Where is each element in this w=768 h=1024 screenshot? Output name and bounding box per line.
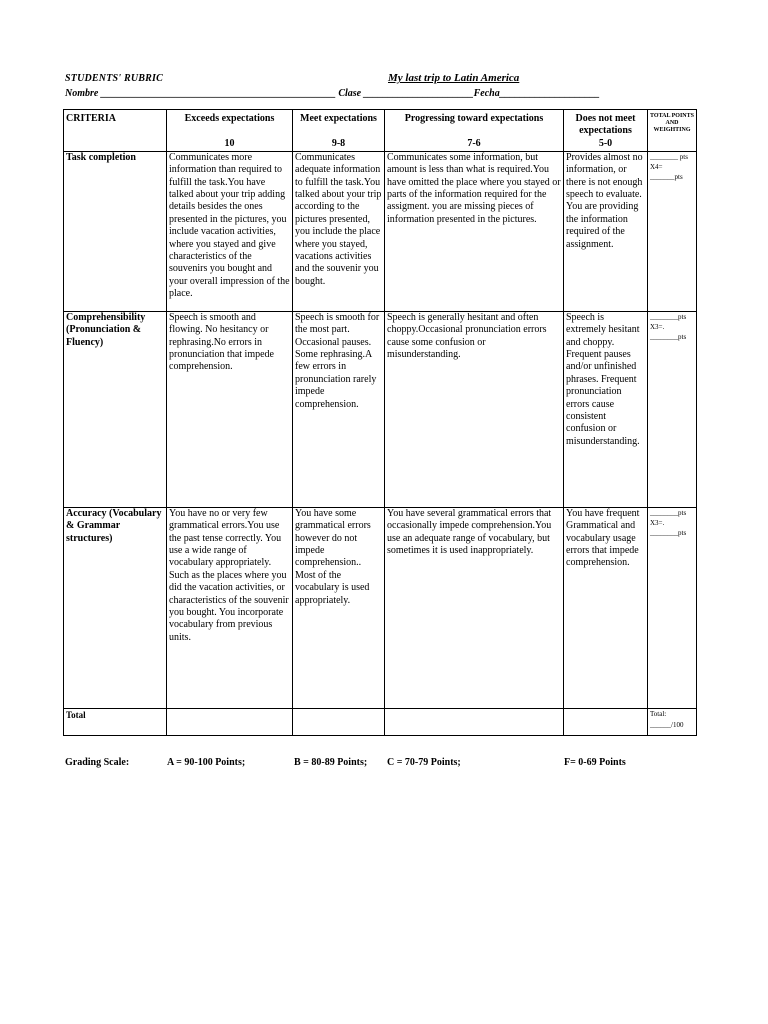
total-label: Total [64,708,167,735]
table-row [64,151,697,311]
grade-f-range: F= 0-69 Points [564,757,626,768]
exceeds-points: 10 [224,138,235,150]
points-blank: ________ pts [650,152,688,161]
meet-header: Meet expectations 9-8 [293,110,385,152]
total-row [64,708,697,735]
total-score-blank: ______/100 [650,720,684,729]
meet-points: 9-8 [331,138,346,150]
rubric-table [63,109,697,736]
grade-b-range: B = 80-89 Points; [294,757,368,768]
exceeds-header: Exceeds expectations 10 [167,110,293,152]
table-row [64,311,697,507]
notmeet-points: 5-0 [598,137,613,149]
total-notmeet-cell [564,708,648,735]
weighting-cell [648,507,697,708]
weighted-points-blank: _______pts [650,172,683,181]
progressing-header: Progressing toward expectations 7-6 [385,110,564,152]
notmeet-header: Does not meet expectations 5-0 [564,110,648,152]
weight-multiplier: X3=. [650,518,665,527]
header-row [64,110,697,152]
criteria-cell: Task completion [64,151,167,311]
meet-cell: Speech is smooth for the most part. Occasional pauses. Some rephrasing.A few errors in pronunciation rarely impede comprehension. [293,311,385,507]
criteria-cell: Accuracy (Vocabulary & Grammar structures) [64,507,167,708]
notmeet-cell: Provides almost no information, or there is not enough speech to evaluate. You are providing the information required of the assignment. [564,151,648,311]
assignment-title: My last trip to Latin America [388,72,520,84]
points-blank: ________pts [650,312,687,321]
total-weighting-header: TOTAL POINTS AND WEIGHTING [648,110,697,152]
table-row [64,507,697,708]
total-meet-cell [293,708,385,735]
progressing-cell: Communicates some information, but amount is less than what is required.You have omitted the place where you stayed or parts of the information required for the assigment. you are missing pieces of information presented in the pictures. [385,151,564,311]
weight-multiplier: X4= [650,162,663,171]
exceeds-cell: You have no or very few grammatical errors.You use the past tense correctly. You use a wide range of vocabulary appropriately. Such as the places where you did the vacation activities, or characteristics of the souvenir you bought. You incorporate vocabulary from previous units. [167,507,293,708]
grading-scale-label: Grading Scale: [65,757,130,768]
total-progressing-cell [385,708,564,735]
progressing-cell: You have several grammatical errors that occasionally impede comprehension.You use an adequate range of vocabulary, but sometimes it is used inappropriately. [385,507,564,708]
weighted-points-blank: ________pts [650,528,687,537]
criteria-cell: Comprehensibility (Pronunciation & Fluency) [64,311,167,507]
weighting-cell [648,151,697,311]
total-score-label: Total: [650,709,667,718]
progressing-points: 7-6 [467,138,481,150]
criteria-header: CRITERIA [64,110,167,152]
notmeet-cell: You have frequent Grammatical and vocabulary usage errors that impede comprehension. [564,507,648,708]
name-class-date-line: Nombre _______________________________________________ Clase ______________________Fecha____________________ [65,88,600,99]
weight-multiplier: X3=. [650,322,665,331]
notmeet-cell: Speech is extremely hesitant and choppy. Frequent pauses and/or unfinished phrases. Frequent pronunciation errors cause consistent confusion or misunderstanding. [564,311,648,507]
progressing-cell: Speech is generally hesitant and often choppy.Occasional pronunciation errors cause some confusion or misunderstanding. [385,311,564,507]
total-exceeds-cell [167,708,293,735]
grade-c-range: C = 70-79 Points; [387,757,461,768]
total-score-cell [648,708,697,735]
grade-a-range: A = 90-100 Points; [167,757,246,768]
meet-cell: Communicates adequate information to fulfill the task.You talked about your trip according to the pictures presented, you include the place where you stayed, vacations activities and the souvenir you bought. [293,151,385,311]
points-blank: ________pts [650,508,687,517]
weighting-cell [648,311,697,507]
rubric-title: STUDENTS' RUBRIC [65,73,163,84]
exceeds-cell: Communicates more information than required to fulfill the task.You have talked about your trip adding details besides the ones presented in the pictures, you include vacation activities, where you stayed and give characteristics of the souvenirs you bought and your overall impression of the place. [167,151,293,311]
meet-cell: You have some grammatical errors however do not impede comprehension.. Most of the vocabulary is used appropriately. [293,507,385,708]
exceeds-cell: Speech is smooth and flowing. No hesitancy or rephrasing.No errors in pronunciation that impede comprehension. [167,311,293,507]
weighted-points-blank: ________pts [650,332,687,341]
